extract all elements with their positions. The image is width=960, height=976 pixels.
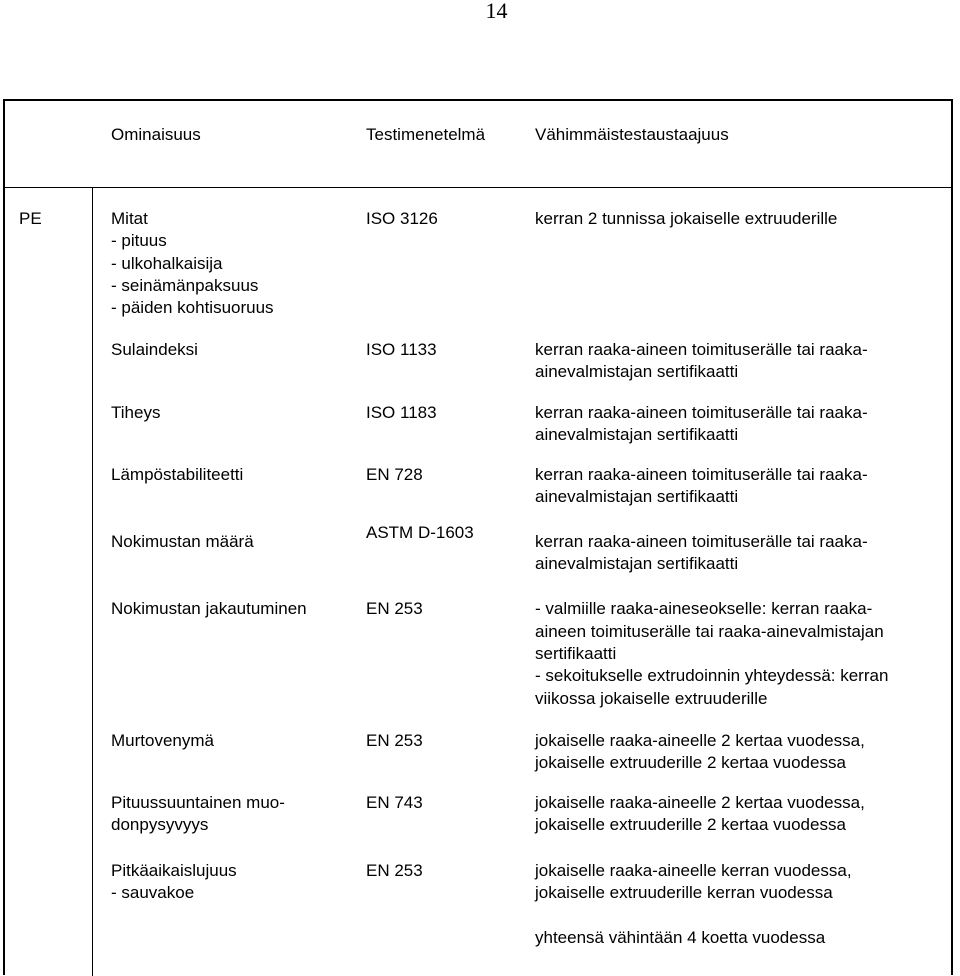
frequency-line: kerran raaka-aineen toimituserälle tai raaka- [535, 465, 868, 484]
header-test-method: Testimenetelmä [366, 125, 486, 144]
test-method: EN 728 [366, 465, 423, 484]
frequency-line: - sekoitukselle extrudoinnin yhteydessä: kerran [535, 666, 889, 685]
property-line: Murtovenymä [111, 731, 214, 750]
frequency-line: ainevalmistajan sertifikaatti [535, 554, 739, 573]
property-line: Pitkäaikaislujuus [111, 861, 237, 880]
page-number: 14 [485, 0, 508, 23]
property-line: - sauvakoe [111, 883, 195, 902]
property-line: - pituus [111, 231, 167, 250]
header-divider [3, 187, 953, 188]
frequency-line: jokaiselle extruuderille kerran vuodessa [535, 883, 833, 902]
test-method: ISO 1133 [366, 340, 437, 359]
frequency-line: kerran raaka-aineen toimituserälle tai raaka- [535, 532, 868, 551]
frequency-line: ainevalmistajan sertifikaatti [535, 425, 739, 444]
property-line: Pituussuuntainen muo- [111, 793, 285, 812]
material-label: PE [19, 209, 42, 228]
frequency-line: viikossa jokaiselle extruuderille [535, 689, 768, 708]
frequency-line: kerran raaka-aineen toimituserälle tai raaka- [535, 340, 868, 359]
test-method: EN 743 [366, 793, 423, 812]
property-line: - seinämänpaksuus [111, 276, 259, 295]
header-frequency: Vähimmäistestaustaajuus [535, 125, 729, 144]
test-method: EN 253 [366, 861, 423, 880]
test-method: ISO 1183 [366, 403, 437, 422]
material-column-divider [92, 187, 93, 976]
frequency-line: jokaiselle raaka-aineelle kerran vuodessa, [535, 861, 852, 880]
property-line: - ulkohalkaisija [111, 254, 223, 273]
frequency-line: kerran raaka-aineen toimituserälle tai raaka- [535, 403, 868, 422]
header-property: Ominaisuus [111, 125, 201, 144]
property-line: Lämpöstabiliteetti [111, 465, 244, 484]
test-method: EN 253 [366, 731, 423, 750]
property-line: donpysyvyys [111, 815, 209, 834]
test-method: ASTM D-1603 [366, 523, 474, 542]
frequency-line: kerran 2 tunnissa jokaiselle extruuderille [535, 209, 838, 228]
property-line: Nokimustan jakautuminen [111, 599, 307, 618]
frequency-line: - valmiille raaka-aineseokselle: kerran raaka- [535, 599, 873, 618]
test-method: EN 253 [366, 599, 423, 618]
frequency-line: sertifikaatti [535, 644, 617, 663]
frequency-line: ainevalmistajan sertifikaatti [535, 362, 739, 381]
frequency-line: jokaiselle extruuderille 2 kertaa vuodessa [535, 815, 846, 834]
frequency-line: jokaiselle extruuderille 2 kertaa vuodessa [535, 753, 846, 772]
property-line: Sulaindeksi [111, 340, 198, 359]
property-line: Nokimustan määrä [111, 532, 254, 551]
property-line: Mitat [111, 209, 148, 228]
test-method: ISO 3126 [366, 209, 438, 228]
property-line: Tiheys [111, 403, 161, 422]
frequency-summary: yhteensä vähintään 4 koetta vuodessa [535, 928, 826, 947]
frequency-line: jokaiselle raaka-aineelle 2 kertaa vuodessa, [535, 731, 865, 750]
property-line: - päiden kohtisuoruus [111, 298, 274, 317]
frequency-line: ainevalmistajan sertifikaatti [535, 487, 739, 506]
frequency-line: aineen toimituserälle tai raaka-ainevalmistajan [535, 622, 884, 641]
frequency-line: jokaiselle raaka-aineelle 2 kertaa vuodessa, [535, 793, 865, 812]
